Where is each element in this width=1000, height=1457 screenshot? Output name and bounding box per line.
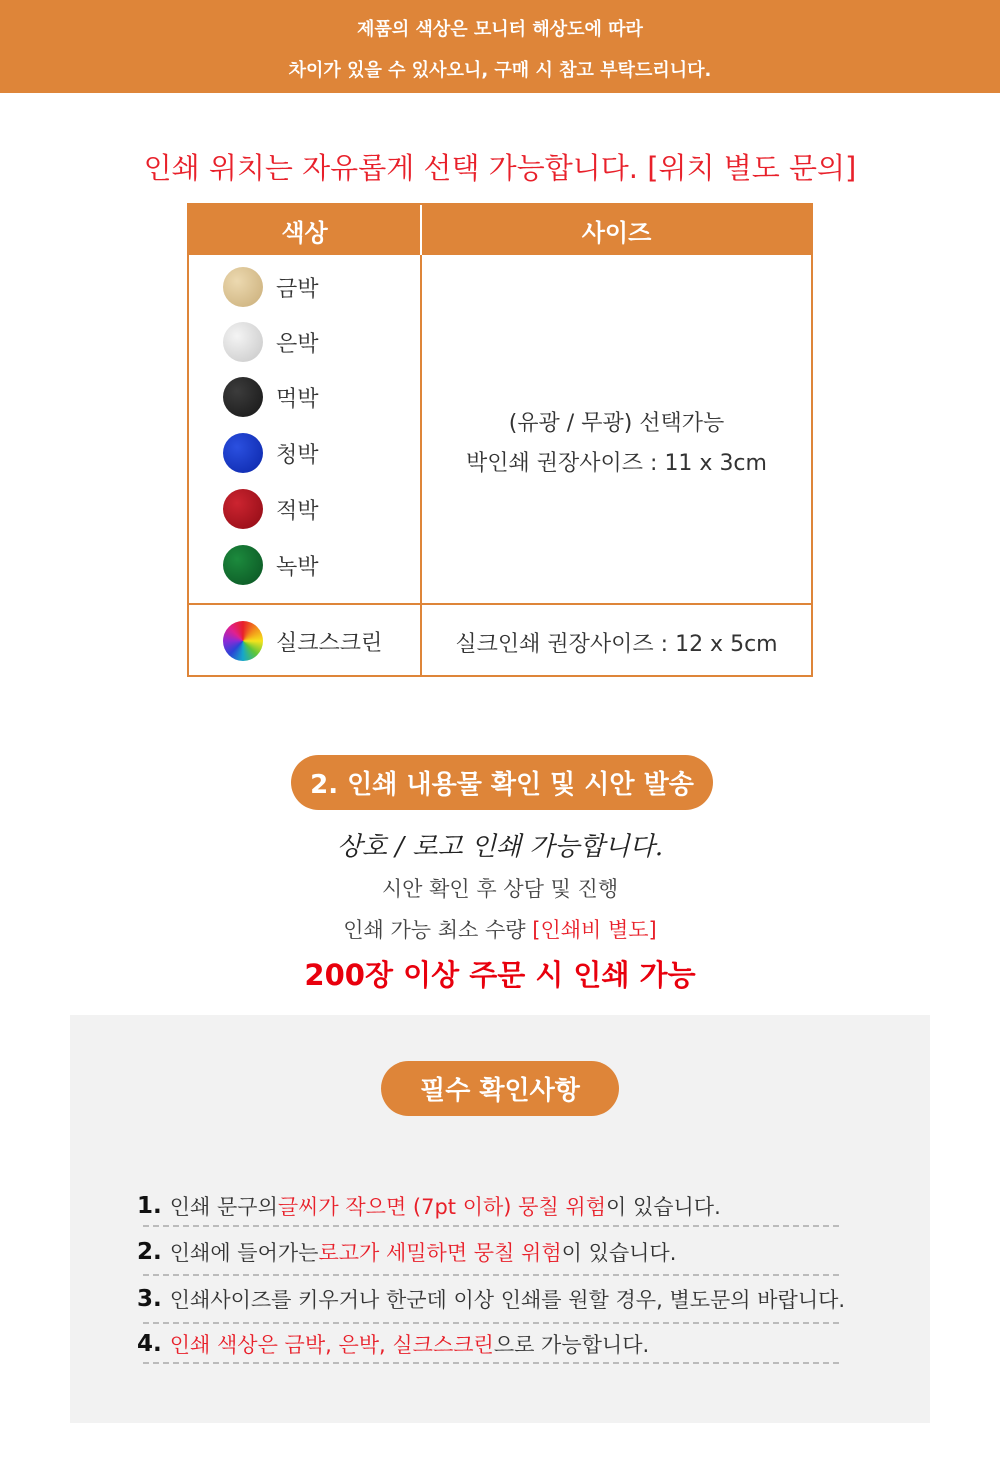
color-silkscreen: [223, 621, 382, 661]
silk-recommended-size: 실크인쇄 권장사이즈 : 12 x 5cm: [455, 632, 778, 657]
color-label: 은박: [276, 331, 319, 357]
dashed-divider: [143, 1274, 839, 1276]
dashed-divider: [143, 1362, 839, 1364]
color-label: 실크스크린: [276, 630, 383, 656]
dashed-divider: [143, 1225, 839, 1227]
color-red: [223, 489, 319, 529]
item-text: 인쇄에 들어가는: [169, 1241, 319, 1265]
step2-title: 2. 인쇄 내용물 확인 및 시안 발송: [291, 755, 713, 810]
color-label: 적박: [276, 498, 319, 524]
item-text-end: 이 있습니다.: [561, 1241, 677, 1265]
gold-foil-swatch-icon: [223, 267, 263, 307]
item-number: 1.: [137, 1193, 162, 1219]
blue-foil-swatch-icon: [223, 433, 263, 473]
color-label: 금박: [276, 276, 319, 302]
foil-size-option: (유광 / 무광) 선택가능: [508, 411, 725, 436]
item-number: 3.: [137, 1286, 162, 1312]
color-label: 먹박: [276, 386, 319, 412]
banner-line-1: 제품의 색상은 모니터 해상도에 따라: [357, 19, 643, 40]
item-number: 2.: [137, 1239, 162, 1265]
color-gold: [223, 267, 319, 307]
min-quantity-note: [0, 914, 1000, 944]
notice-item-3: [137, 1279, 845, 1319]
item-text-end: 으로 가능합니다.: [493, 1333, 650, 1357]
required-notice-box: [70, 1015, 930, 1423]
item-warning: 글씨가 작으면 (7pt 이하) 뭉칠 위험: [277, 1195, 606, 1219]
header-size: 사이즈: [422, 205, 811, 255]
header-color: 색상: [189, 205, 420, 255]
item-warning: 로고가 세밀하면 뭉칠 위험: [318, 1241, 562, 1265]
notice-item-4: [137, 1324, 649, 1364]
top-banner: [0, 0, 1000, 93]
color-blue: [223, 433, 319, 473]
header-divider: [420, 205, 422, 255]
color-green: [223, 545, 319, 585]
notice-title: 필수 확인사항: [381, 1061, 619, 1116]
banner-line-2: 차이가 있을 수 있사오니, 구매 시 참고 부탁드리니다.: [288, 60, 712, 81]
foil-recommended-size: 박인쇄 권장사이즈 : 11 x 3cm: [466, 451, 767, 476]
draft-confirm-note: 시안 확인 후 상담 및 진행: [381, 877, 619, 901]
notice-item-2: [137, 1232, 676, 1272]
min-quantity-text: 인쇄 가능 최소 수량: [343, 918, 533, 942]
row-divider: [189, 603, 811, 605]
item-text: 인쇄 문구의: [169, 1195, 278, 1219]
print-position-note: 인쇄 위치는 자유롭게 선택 가능합니다. [위치 별도 문의]: [143, 151, 857, 185]
black-foil-swatch-icon: [223, 377, 263, 417]
item-number: 4.: [137, 1331, 162, 1357]
silver-foil-swatch-icon: [223, 322, 263, 362]
notice-item-1: [137, 1186, 721, 1226]
color-label: 녹박: [276, 554, 319, 580]
logo-print-note: 상호 / 로고 인쇄 가능합니다.: [336, 832, 664, 862]
item-text: 인쇄사이즈를 키우거나 한군데 이상 인쇄를 원할 경우, 별도문의 바랍니다.: [169, 1288, 846, 1312]
min-order-requirement: 200장 이상 주문 시 인쇄 가능: [304, 958, 696, 992]
item-warning: 인쇄 색상은 금박, 은박, 실크스크린: [169, 1333, 494, 1357]
green-foil-swatch-icon: [223, 545, 263, 585]
color-black: [223, 377, 319, 417]
print-fee-note: [인쇄비 별도]: [532, 918, 657, 942]
color-silver: [223, 322, 319, 362]
color-label: 청박: [276, 442, 319, 468]
item-text-end: 이 있습니다.: [605, 1195, 721, 1219]
print-spec-table: [187, 203, 813, 677]
rainbow-silkscreen-swatch-icon: [223, 621, 263, 661]
red-foil-swatch-icon: [223, 489, 263, 529]
